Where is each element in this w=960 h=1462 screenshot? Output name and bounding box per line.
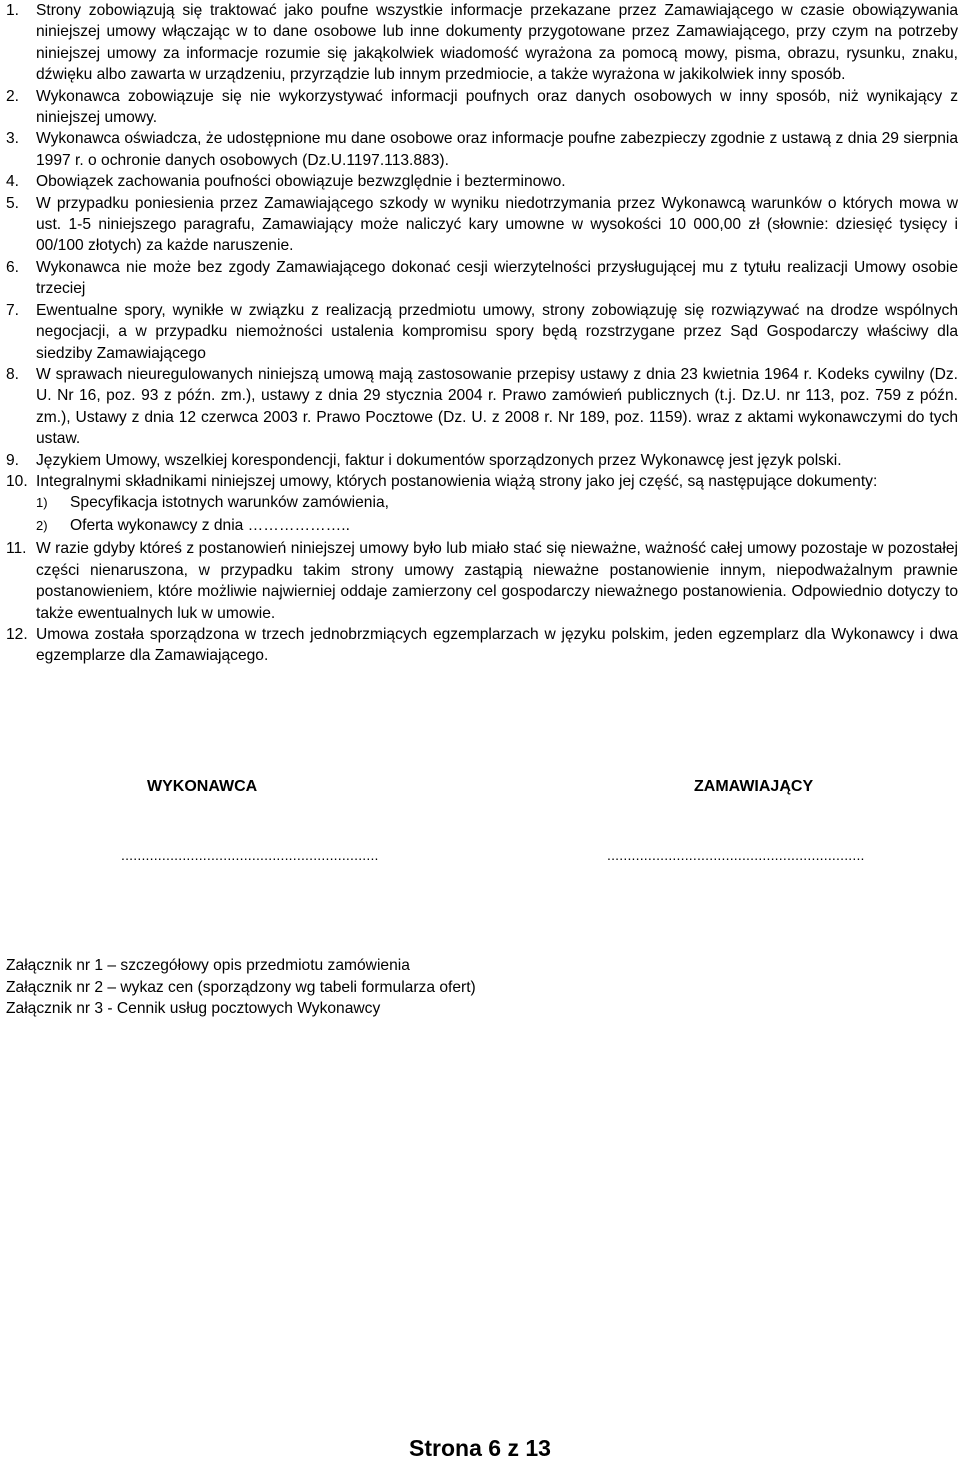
page-separator: z (507, 1435, 519, 1461)
attachment-item: Załącznik nr 3 - Cennik usług pocztowych Wykonawcy (6, 1000, 381, 1017)
contractor-signature-line: ............................................................... (121, 847, 379, 863)
list-item-number: 1) (36, 495, 48, 511)
attachment-item: Załącznik nr 2 – wykaz cen (sporządzony wg tabeli formularza ofert) (6, 978, 476, 996)
document-list (36, 492, 958, 538)
page-label: Strona (409, 1435, 482, 1461)
clause-text: Wykonawca oświadcza, że udostępnione mu dane osobowe oraz informacje poufne zabezpieczy zgodnie z ustawą z dnia 29 sierpnia 1997 r. o ochronie danych osobowych (Dz.U.1197.113.883). (36, 130, 958, 169)
clause-2 (6, 86, 958, 129)
clause-number: 7. (6, 301, 20, 319)
clause-6 (6, 257, 958, 300)
clause-number: 11. (6, 540, 27, 558)
clause-text: W przypadku poniesienia przez Zamawiającego szkody w wyniku niedotrzymania przez Wykonawcą warunków o których mowa w ust. 1-5 niniejszego paragrafu, Zamawiający może naliczyć kary umowne w wysokości 10 000,00 zł (słownie: dziesięć tysięcy i 00/100 złotych) za każde naruszenie. (36, 194, 958, 255)
list-item-number: 2) (36, 518, 48, 534)
clause-text: Integralnymi składnikami niniejszej umowy, których postanowienia wiążą strony jako jej część, są następujące dokumenty: (36, 472, 878, 490)
total-pages: 13 (525, 1435, 551, 1461)
clause-7 (6, 300, 958, 364)
clause-12 (6, 624, 958, 667)
clause-text: Strony zobowiązują się traktować jako poufne wszystkie informacje przekazane przez Zamawiającego w czasie obowiązywania niniejszej umowy włączając w to dane osobowe lub inne dokumenty przygotowane przez Zamawiającego, przy czym na potrzeby niniejszej umowy za informacje rozumie się jakąkolwiek wiadomość wyrażona za pomocą mowy, pisma, obrazu, rysunku, znaku, dźwięku albo zawarta w urządzeniu, przyrządzie lub innym przedmiocie, a także wyrażona w jakikolwiek inny sposób. (36, 2, 958, 84)
clause-number: 12. (6, 625, 28, 643)
clause-number: 4. (6, 173, 20, 191)
clause-text: Wykonawca zobowiązuje się nie wykorzystywać informacji poufnych oraz danych osobowych w inny sposób, niż wynikający z niniejszej umowy. (36, 87, 958, 127)
clause-number: 1. (6, 2, 20, 19)
attachments-list (6, 955, 476, 1020)
clause-text: Obowiązek zachowania poufności obowiązuje bezwzględnie i bezterminowo. (36, 173, 566, 191)
clause-1 (6, 0, 958, 86)
list-item (36, 515, 958, 538)
clause-3 (6, 128, 958, 171)
clause-number: 10. (6, 472, 28, 490)
clause-11 (6, 538, 958, 624)
clause-5 (6, 193, 958, 257)
list-item (36, 492, 958, 515)
clause-text: W sprawach nieuregulowanych niniejszą umową mają zastosowanie przepisy ustawy z dnia 23 kwietnia 1964 r. Kodeks cywilny (Dz. U. Nr 16, poz. 93 z późn. zm.), ustawy z dnia 29 stycznia 2004 r. Prawo zamówień publicznych (t.j. Dz.U. nr 113, poz. 759 z późn. zm.), Ustawy z dnia 12 czerwca 2003 r. Prawo Pocztowe (Dz. U. z 2008 r. Nr 189, poz. 1159). wraz z aktami wykonawczymi do tych ustaw. (36, 365, 958, 448)
clause-text: Językiem Umowy, wszelkiej korespondencji, faktur i dokumentów sporządzonych przez Wykonawcę jest język polski. (36, 451, 842, 469)
attachment-item: Załącznik nr 1 – szczegółowy opis przedmiotu zamówienia (6, 957, 410, 974)
clause-4 (6, 171, 958, 192)
clause-text: Umowa została sporządzona w trzech jednobrzmiących egzemplarzach w języku polskim, jeden egzemplarz dla Wykonawcy i dwa egzemplarze dla Zamawiającego. (36, 625, 958, 665)
clause-number: 5. (6, 194, 20, 212)
ordering-party-signature-line: ............................................................... (607, 847, 865, 863)
current-page: 6 (488, 1435, 502, 1461)
clause-text: W razie gdyby któreś z postanowień niniejszej umowy było lub miało stać się nieważne, ważność całej umowy pozostaje w pozostałej części nienaruszona, w przypadku takim strony umowy zastąpią nieważne postanowienie innym, niepodważalnym prawnie postanowieniem, które możliwie najwierniej oddaje zamierzony cel gospodarczy nieważnego postanowienia. Odpowiednio dotyczy to także ewentualnych luk w umowie. (36, 540, 958, 622)
clause-number: 3. (6, 130, 20, 148)
clause-number: 6. (6, 258, 20, 276)
list-item-text: Specyfikacja istotnych warunków zamówienia, (70, 494, 389, 512)
clause-body (36, 471, 958, 538)
clause-number: 2. (6, 87, 20, 105)
clause-9 (6, 450, 958, 471)
contract-clauses (6, 0, 958, 667)
ordering-party-signature-label: ZAMAWIAJĄCY (694, 778, 814, 795)
list-item-text: Oferta wykonawcy z dnia ……………….. (70, 517, 350, 535)
clause-number: 9. (6, 451, 20, 469)
clause-text: Ewentualne spory, wynikłe w związku z realizacją przedmiotu umowy, strony zobowiązuję się rozwiązywać na drodze wspólnych negocjacji, a w przypadku niemożności ustalenia kompromisu spory będą rozstrzygane przez Sąd Gospodarczy właściwy dla siedziby Zamawiającego (36, 301, 958, 362)
clause-text: Wykonawca nie może bez zgody Zamawiającego dokonać cesji wierzytelności przysługującej mu z tytułu realizacji Umowy osobie trzeciej (36, 258, 958, 298)
clause-8 (6, 364, 958, 450)
clause-10 (6, 471, 958, 538)
page-footer (0, 1434, 960, 1462)
clause-number: 8. (6, 365, 20, 383)
page-number (409, 1434, 551, 1462)
contractor-signature-label: WYKONAWCA (147, 778, 258, 795)
